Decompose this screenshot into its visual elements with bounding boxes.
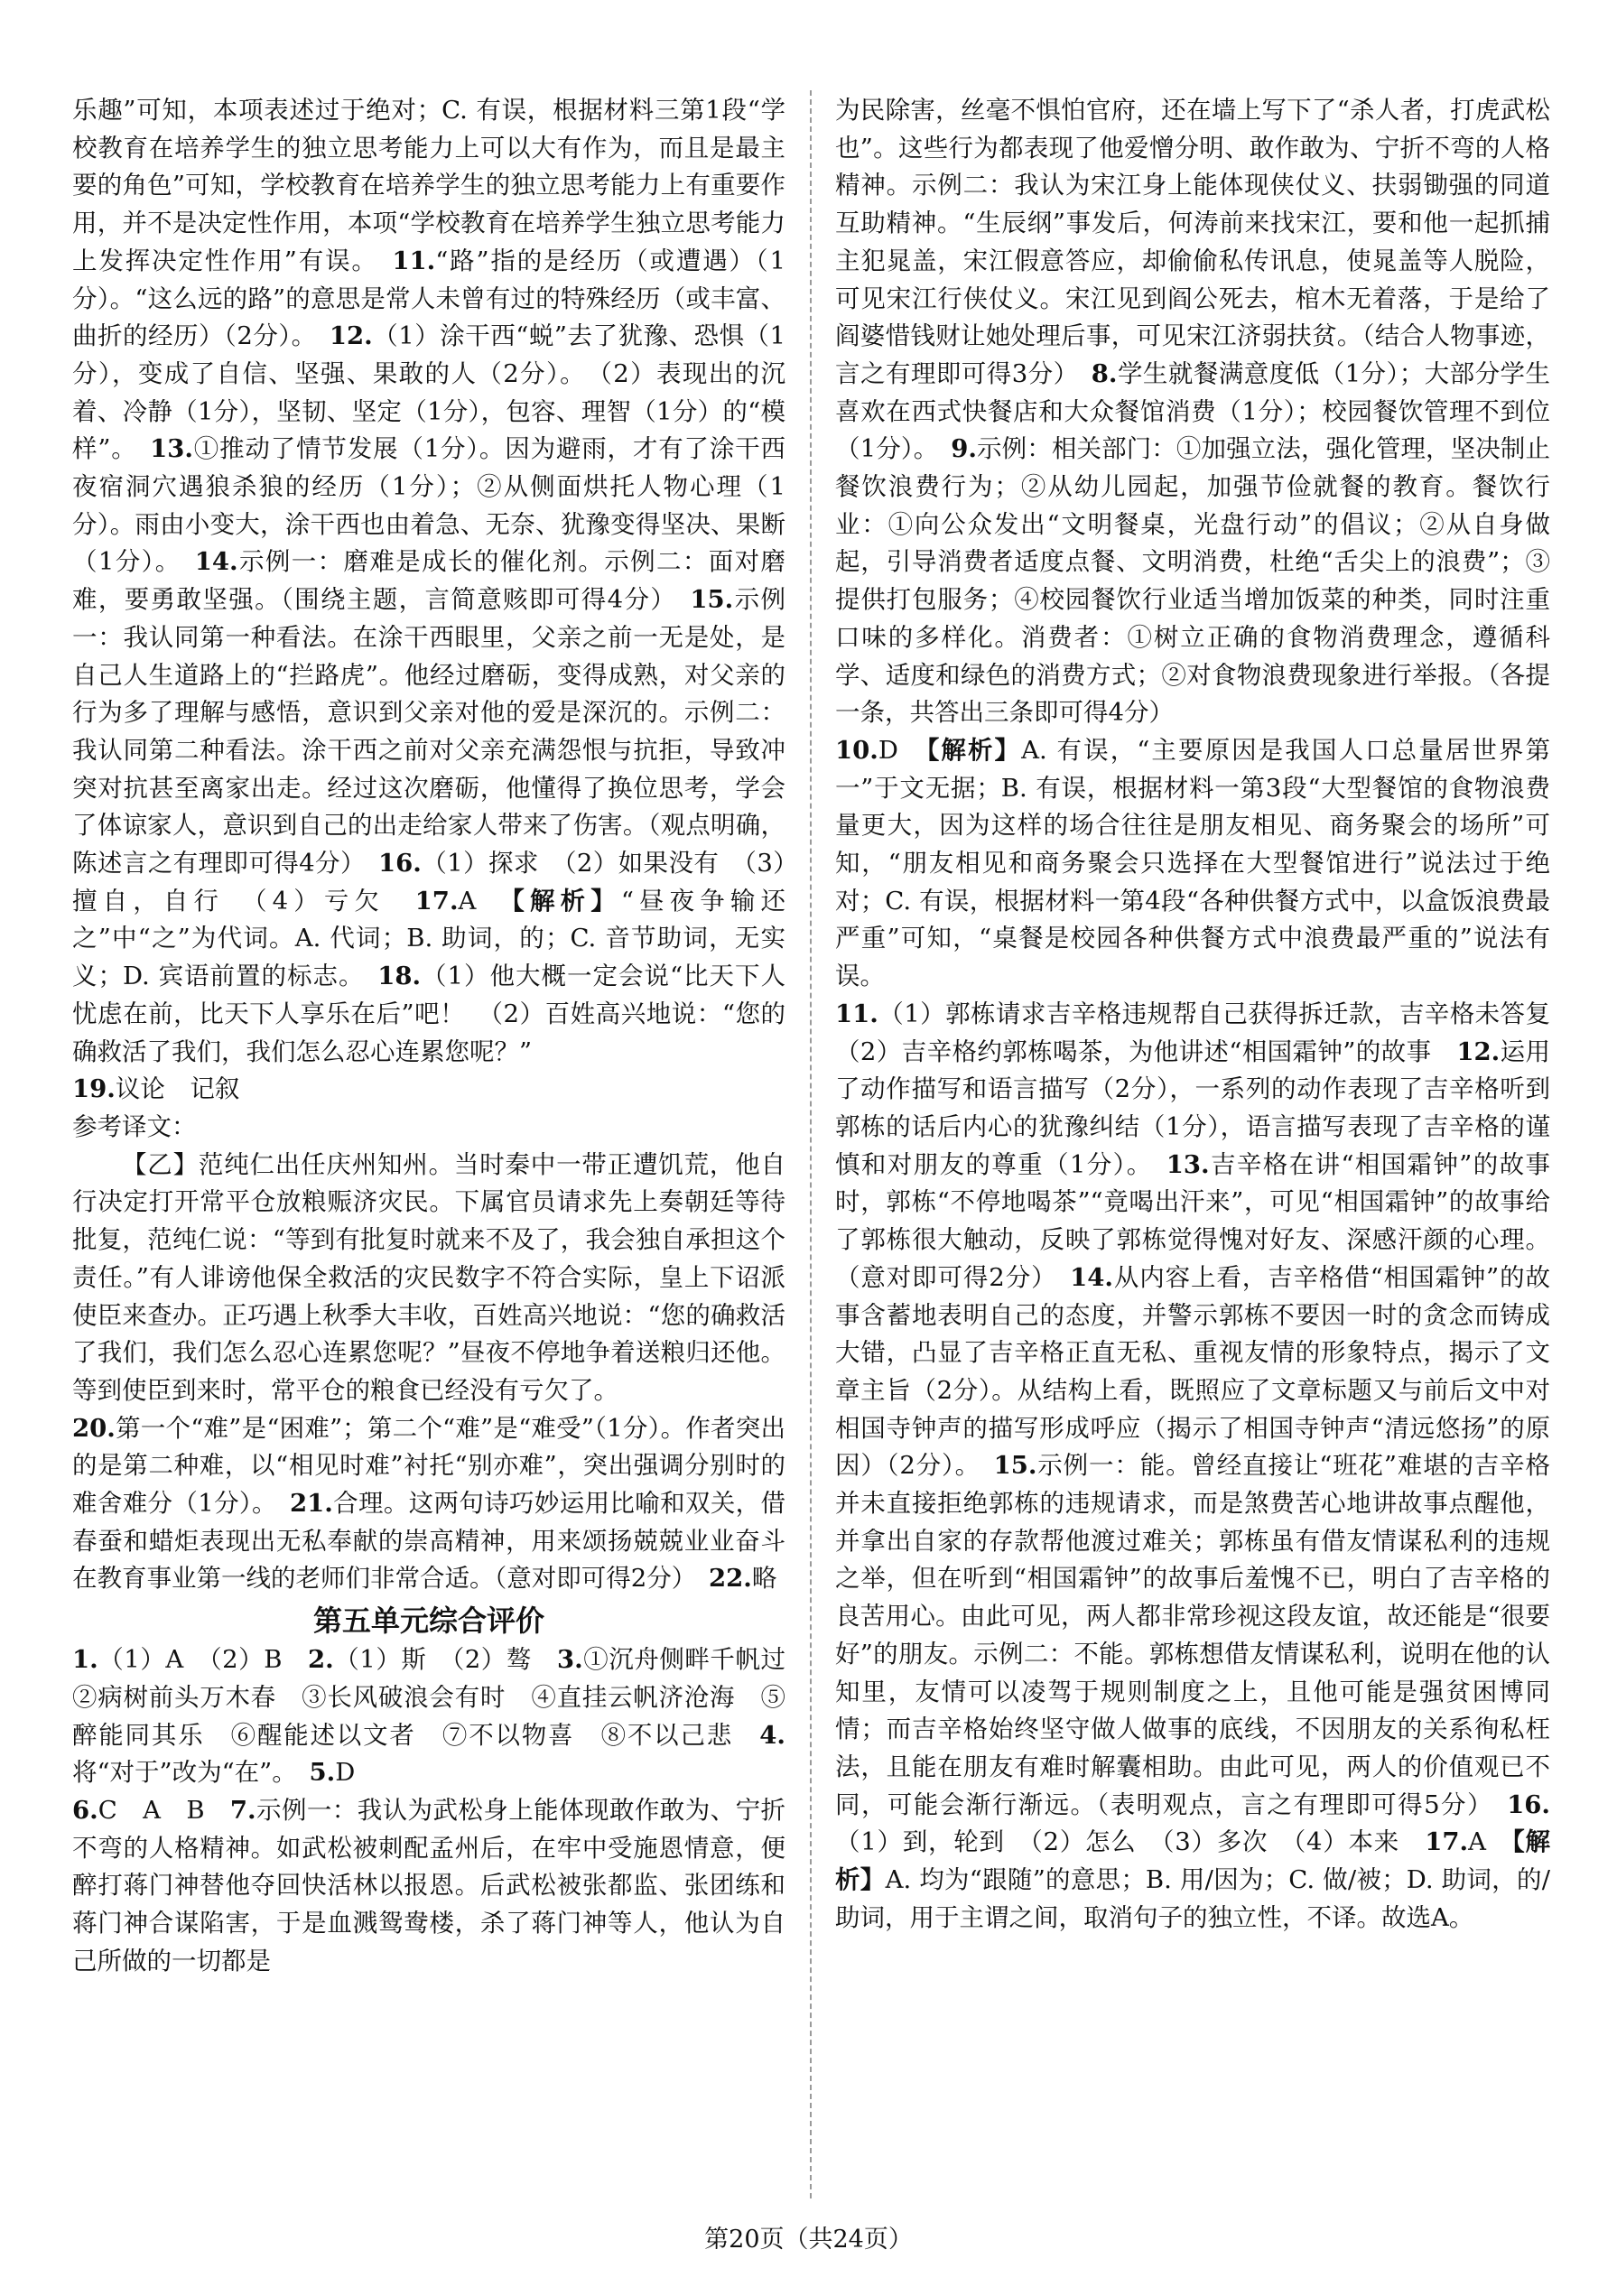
q-number: 12. [329,321,373,351]
q-number: 16. [378,849,422,878]
page-footer: 第20页（共24页） [704,2226,913,2254]
q-number: 18. [377,962,422,991]
q-number: 22. [709,1564,752,1594]
q-number: 14. [1070,1262,1113,1292]
answer-block: 11.（1）郭栋请求吉辛格违规帮自己获得拆迁款，吉辛格未答复 （2）吉辛格约郭栋喝茶，为他讲述“相国霜钟”的故事 12.运用了动作描写和语言描写（2分），一系列的动作表现了吉辛格听到郭栋的话后内心的犹豫纠结（1分），语言描写表现了吉辛格的谨慎和对朋友的尊重（1分）。 13.吉辛格在讲“相国霜钟”的故事时，郭栋“不停地喝茶”“竟喝出汗来”，可见“相国霜钟”的故事给了郭栋很大触动，反映了郭栋觉得愧对好友、深感汗颜的心理。（意对即可得2分） 14.从内容上看，吉辛格借“相国霜钟”的故事含蓄地表明自己的态度，并警示郭栋不要因一时的贪念而铸成大错，凸显了吉辛格正直无私、重视友情的形象特点，揭示了文章主旨（2分）。从结构上看，既照应了文章标题又与前后文中对相国寺钟声的描写形成呼应（揭示了相国寺钟声“清远悠扬”的原因）（2分）。 15.示例一：能。曾经直接让“班花”难堪的吉辛格并未直接拒绝郭栋的违规请求，而是煞费苦心地讲故事点醒他，并拿出自家的存款帮他渡过难关；郭栋虽有借友情谋私利的违规之举，但在听到“相国霜钟”的故事后羞愧不已，明白了吉辛格的良苦用心。由此可见，两人都非常珍视这段友谊，故还能是“很要好”的朋友。示例二：不能。郭栋想借友情谋私利，说明在他的认知里，友情可以凌驾于规则制度之上，且他可能是强贫困博同情；而吉辛格始终坚守做人做事的底线，不因朋友的关系徇私枉法，且能在朋友有难时解囊相助。由此可见，两人的价值观已不同，可能会渐行渐远。（表明观点，言之有理即可得5分） 16.（1）到，轮到 （2）怎么 （3）多次 （4）本来 17.A 【解析】A. 均为“跟随”的意思；B. 用/因为；C. 做/被；D. 助词，的/助词，用于主谓之间，取消句子的独立性，不译。故选A。 [835,999,1575,1932]
answer-block: 20.第一个“难”是“困难”；第二个“难”是“难受”（1分）。作者突出的是第二种难，以“相见时难”衬托“别亦难”，突出强调分别时的难舍难分（1分）。 21.合理。这两句诗巧妙运用比喻和双关，借春蚕和蜡炬表现出无私奉献的崇高精神，用来颂扬兢兢业业奋斗在教育事业第一线的老师们非常合适。（意对即可得2分） 22.略 [72,1413,786,1594]
q-number: 3. [556,1645,583,1675]
q-number: 16. [1507,1789,1550,1819]
analysis-tag: 【解析】 [512,886,621,916]
q-number: 11. [392,246,436,275]
left-column [72,92,811,1980]
q-number: 7. [229,1795,256,1825]
q-number: 15. [993,1451,1037,1481]
translation-text: 【乙】范纯仁出任庆州知州。当时秦中一带正遭饥荒，他自行决定打开常平仓放粮赈济灾民。下属官员请求先上奏朝廷等待批复，范纯仁说：“等到有批复时就来不及了，我会独自承担这个责任。”有人诽谤他保全救活的灾民数字不符合实际，皇上下诏派使臣来查办。正巧遇上秋季大丰收，百姓高兴地说：“您的确救活了我们，我们怎么忍心连累您呢？”昼夜不停地争着送粮归还他。等到使臣到来时，常平仓的粮食已经没有亏欠了。 [72,1149,786,1405]
answer-block: 10.D 【解析】A. 有误，“主要原因是我国人口总量居世界第一”于文无据；B. 有误，根据材料一第3段“大型餐馆的食物浪费量更大，因为这样的场合往往是朋友相见、商务聚会的场所”可知，“朋友相见和商务聚会只选择在大型餐馆进行”说法过于绝对；C. 有误，根据材料一第4段“各种供餐方式中，以盒饭浪费最严重”可知，“桌餐是校园各种供餐方式中浪费最严重的”说法有误。 [835,735,1550,991]
q-number: 11. [835,999,878,1028]
q-number: 8. [1091,358,1118,388]
answer-block: 19.议论 记叙 [72,1074,240,1104]
q-number: 5. [309,1758,336,1788]
answer-block: 为民除害，丝毫不惧怕官府，还在墙上写下了“杀人者，打虎武松也”。这些行为都表现了他爱憎分明、敢作敢为、宁折不弯的人格精神。示例二：我认为宋江身上能体现侠仗义、扶弱锄强的同道互助精神。“生辰纲”事发后，何涛前来找宋江，要和他一起抓捕主犯晁盖，宋江假意答应，却偷偷私传讯息，使晁盖等人脱险，可见宋江行侠仗义。宋江见到阎公死去，棺木无着落，于是给了阎婆惜钱财让她处理后事，可见宋江济弱扶贫。（结合人物事迹，言之有理即可得3分） 8.学生就餐满意度低（1分）；大部分学生喜欢在西式快餐店和大众餐馆消费（1分）；校园餐饮管理不到位（1分）。 9.示例：相关部门：①加强立法，强化管理，坚决制止餐饮浪费行为；②从幼儿园起，加强节俭就餐的教育。餐饮行业：①向公众发出“文明餐桌，光盘行动”的倡议；②从自身做起，引导消费者适度点餐、文明消费，杜绝“舌尖上的浪费”；③提供打包服务；④校园餐饮行业适当增加饭菜的种类，同时注重口味的多样化。消费者：①树立正确的食物消费理念，遵循科学、适度和绿色的消费方式；②对食物浪费现象进行举报。（各提一条，共答出三条即可得4分） [835,96,1551,728]
answer-block: 6.C A B 7.示例一：我认为武松身上能体现敢作敢为、宁折不弯的人格精神。如武松被刺配孟州后，在牢中受施恩情意，便醉打蒋门神替他夺回快活林以报恩。后武松被张都监、张团练和蒋门神合谋陷害，于是血溅鸳鸯楼，杀了蒋门神等人，他认为自己所做的一切都是 [72,1795,785,1975]
q-number: 10. [835,735,878,765]
answer-block: 乐趣”可知，本项表述过于绝对；C. 有误，根据材料三第1段“学校教育在培养学生的独立思考能力上可以大有作为，而且是最主要的角色”可知，学校教育在培养学生的独立思考能力上有重要作用，并不是决定性作用，本项“学校教育在培养学生独立思考能力上发挥决定性作用”有误。 11.“路”指的是经历（或遭遇）（1分）。“这么远的路”的意思是常人未曾有过的特殊经历（或丰富、曲折的经历）（2分）。 12.（1）涂干西“蜕”去了犹豫、恐惧（1分），变成了自信、坚强、果敢的人（2分）。 （2）表现出的沉着、冷静（1分），坚韧、坚定（1分），包容、理智（1分）的“模样”。 13.①推动了情节发展（1分）。因为避雨，才有了涂干西夜宿洞穴遇狼杀狼的经历（1分）；②从侧面烘托人物心理（1分）。雨由小变大，涂干西也由着急、无奈、犹豫变得坚决、果断（1分）。 14.示例一：磨难是成长的催化剂。示例二：面对磨难，要勇敢坚强。（围绕主题，言简意赅即可得4分） 15.示例一：我认同第一种看法。在涂干西眼里，父亲之前一无是处，是自己人生道路上的“拦路虎”。他经过磨砺，变得成熟，对父亲的行为多了理解与感悟，意识到父亲对他的爱是深沉的。示例二：我认同第二种看法。涂干西之前对父亲充满怨恨与抗拒，导致冲突对抗甚至离家出走。经过这次磨砺，他懂得了换位思考，学会了体谅家人，意识到自己的出走给家人带来了伤害。（观点明确，陈述言之有理即可得4分） 16.（1）探求 （2）如果没有 （3）擅自，自行 （4）亏欠 17.A 【解析】“昼夜争输还之”中“之”为代词。A. 代词；B. 助词，的；C. 音节助词，无实义；D. 宾语前置的标志。 18.（1）他大概一定会说“比天下人忧虑在前，比天下人享乐在后”吧！ （2）百姓高兴地说：“您的确救活了我们，我们怎么忍心连累您呢？” [72,96,786,1066]
q-number: 21. [289,1489,333,1519]
analysis-tag: 【解析】 [926,735,1022,765]
q-number: 19. [72,1074,116,1104]
q-number: 2. [308,1645,334,1675]
reference-label: 参考译文： [72,1111,197,1141]
q-number: 4. [759,1720,785,1750]
q-number: 1. [72,1645,98,1675]
q-number: 17. [1425,1827,1469,1857]
q-number: 9. [951,434,977,464]
answer-block: 1.（1）A （2）B 2.（1）斯 （2）骜 3.①沉舟侧畔千帆过 ②病树前头万木春 ③长风破浪会有时 ④直挂云帆济沧海 ⑤醉能同其乐 ⑥醒能述以文者 ⑦不以物喜 ⑧不以己悲 4.将“对于”改为“在”。 5.D [72,1645,811,1788]
section-title: 第五单元综合评价 [312,1603,544,1639]
q-number: 13. [150,434,193,464]
q-number: 17. [414,886,459,916]
q-number: 14. [194,547,238,577]
q-number: 13. [1166,1149,1210,1179]
right-column [835,92,1575,1937]
q-number: 20. [72,1413,116,1443]
q-number: 15. [690,585,734,615]
q-number: 6. [72,1795,98,1825]
analysis-tag: 【解析】 [835,1827,1551,1895]
q-number: 12. [1456,1036,1501,1066]
column-divider [810,90,812,2198]
